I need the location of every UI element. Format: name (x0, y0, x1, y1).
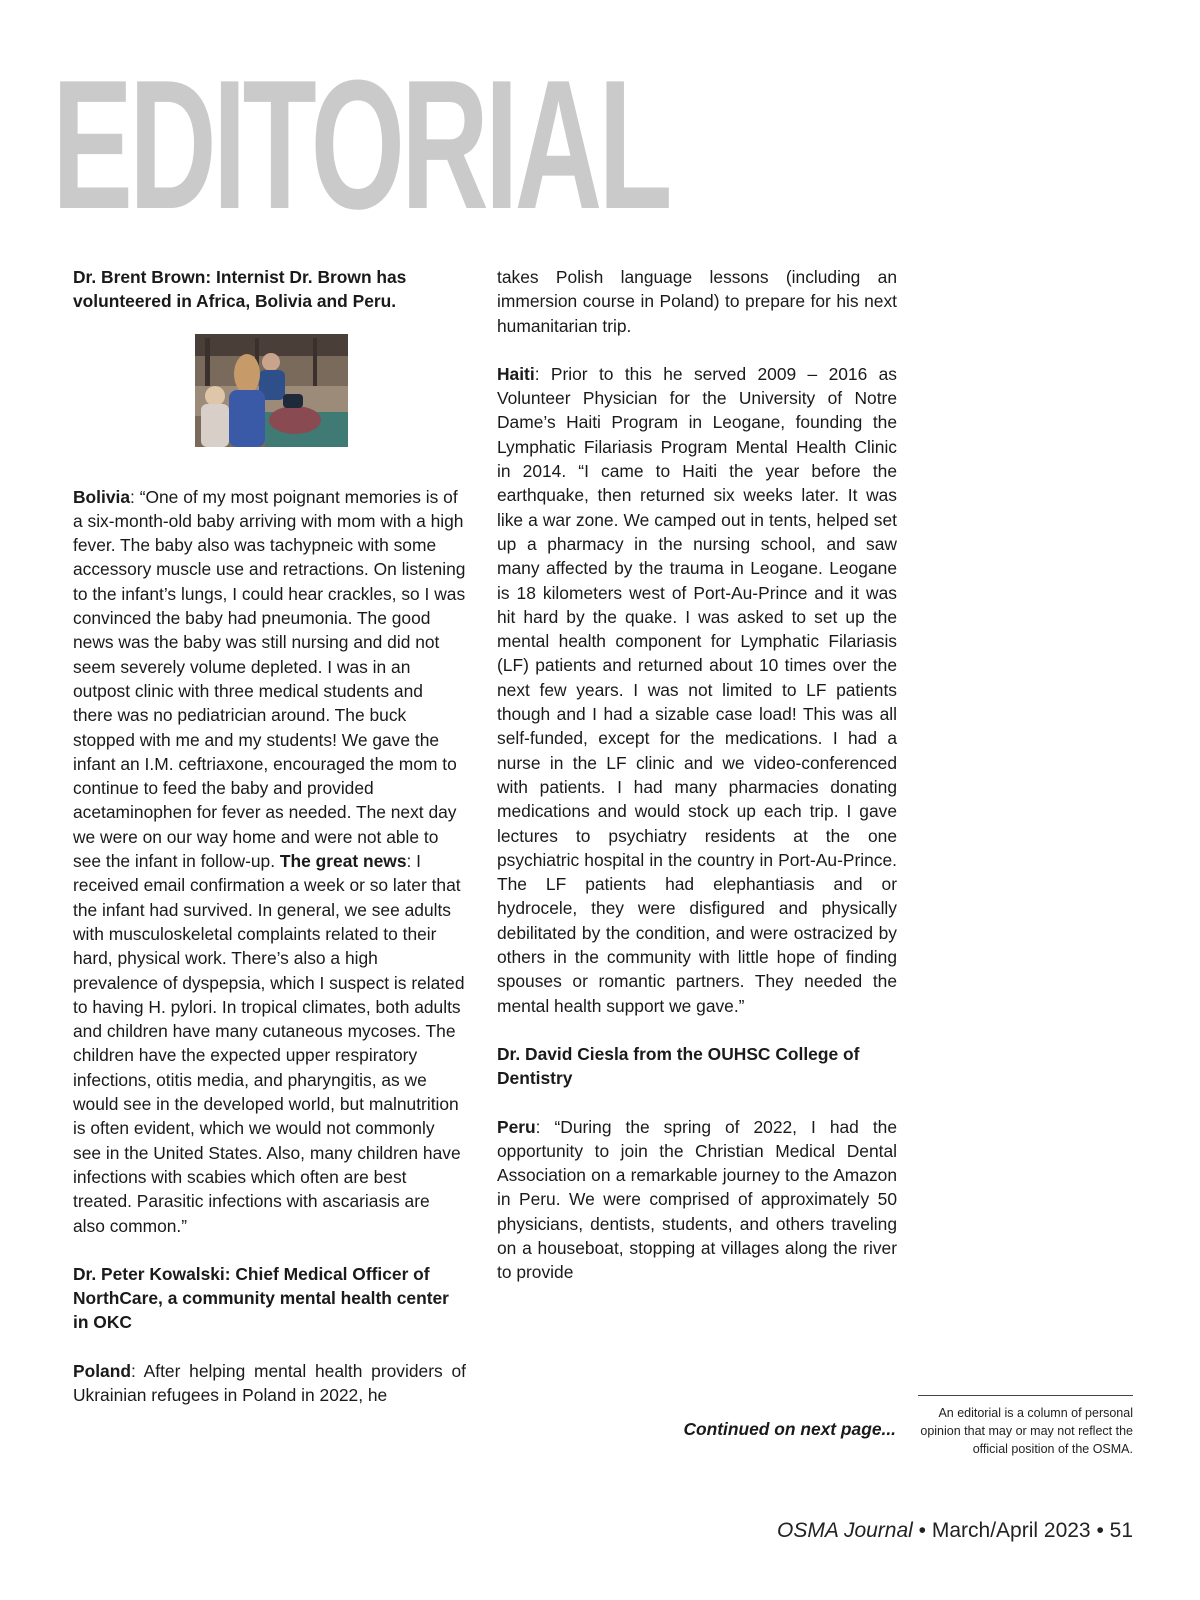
volunteer-photo (195, 334, 348, 447)
bolivia-paragraph (73, 485, 466, 1238)
footer-separator-2: • (1090, 1519, 1110, 1542)
great-news-label: The great news (279, 851, 407, 872)
peru-text: : “During the spring of 2022, I had the opportunity to join the Christian Medical Dental Association on a remarkable journey to the Amazon in Peru. We were comprised of approximately 50 physicians, dentists, students, and others traveling on a houseboat, stopping at villages along the river to provide (497, 1116, 897, 1283)
kowalski-heading: Dr. Peter Kowalski: Chief Medical Officer of NorthCare, a community mental health center in OKC (73, 1263, 449, 1333)
left-column (73, 265, 466, 1407)
page-number: 51 (1109, 1519, 1133, 1542)
haiti-text: : Prior to this he served 2009 – 2016 as Volunteer Physician for the University of Notre Dame’s Haiti Program in Leogane, founding the Lymphatic Filariasis Program Mental Health Clinic in 2014. “I came to Haiti the year before the earthquake, then returned six weeks later. It was like a war zone. We camped out in tents, helped set up a pharmacy in the nursing school, and saw many affected by the trauma in Leogane. Leogane is 18 kilometers west of Port-Au-Prince and it was hit hard by the quake. I was asked to set up the mental health component for Lymphatic Filariasis (LF) patients and returned about 10 times over the next few years. I was not limited to LF patients though and I had a sizable case load! This was all self-funded, except for the medications. I had a nurse in the LF clinic and we video-conferenced with patients. I had many pharmacies donating medications and would stock up each trip. I gave lectures to psychiatry residents at the one psychiatric hospital in the country in Port-Au-Prince. The LF patients had elephantiasis and or hydrocele, they were disfigured and physically debilitated by the condition, and were ostracized by others in the community with little hope of finding spouses or romantic partners. They needed the mental health support we gave.” (497, 363, 897, 1016)
peru-paragraph (497, 1115, 897, 1285)
issue-date: March/April 2023 (931, 1519, 1091, 1542)
poland-paragraph (73, 1359, 466, 1408)
bolivia-text-1: : “One of my most poignant memories is of a six-month-old baby arriving with mom with a high fever. The baby also was tachypneic with some accessory muscle use and retractions. On listening to the infant’s lungs, I could hear crackles, so I was convinced the baby had pneumonia. The good news was the baby was still nursing and did not seem severely volume depleted. I was in an outpost clinic with three medical students and there was no pediatrician around. The buck stopped with me and my students! We gave the infant an I.M. ceftriaxone, encouraged the mom to continue to feed the baby and provided acetaminophen for fever as needed. The next day we were on our way home and were not able to see the infant in follow-up. (73, 486, 466, 872)
haiti-paragraph (497, 362, 897, 1018)
ciesla-heading: Dr. David Ciesla from the OUHSC College of Dentistry (497, 1043, 860, 1089)
haiti-label: Haiti (497, 363, 535, 384)
journal-name: OSMA Journal (777, 1519, 913, 1542)
poland-continued-paragraph: takes Polish language lessons (including an immersion course in Poland) to prepare for his next humanitarian trip. (497, 267, 897, 336)
footer-separator-1: • (912, 1519, 932, 1542)
volunteer-photo-image (195, 334, 348, 447)
bolivia-label: Bolivia (73, 486, 131, 507)
bolivia-text-2: : I received email confirmation a week or so later that the infant had survived. In general, we see adults with musculoskeletal complaints related to their hard, physical work. There’s also a high prevalence of dyspepsia, which I suspect is related to having H. pylori. In tropical climates, both adults and children have many cutaneous mycoses. The children have the expected upper respiratory infections, otitis media, and pharyngitis, as we would see in the developed world, but malnutrition is often evident, which we would not commonly see in the United States. Also, many children have infections with scabies which often are best treated. Parasitic infections with ascariasis are also common.” (73, 851, 465, 1236)
disclaimer-divider (918, 1395, 1133, 1396)
brown-heading: Dr. Brent Brown: Internist Dr. Brown has volunteered in Africa, Bolivia and Peru. (73, 267, 407, 312)
poland-label: Poland (73, 1360, 131, 1381)
continued-note: Continued on next page... (683, 1419, 896, 1439)
editorial-disclaimer: An editorial is a column of personal opinion that may or may not reflect the official position of the OSMA. (920, 1406, 1133, 1456)
poland-text: : After helping mental health providers of Ukrainian refugees in Poland in 2022, he (73, 1360, 466, 1405)
right-column (497, 265, 897, 1285)
page-footer (777, 1519, 1133, 1543)
peru-label: Peru (497, 1116, 536, 1137)
masthead-title: EDITORIAL (52, 41, 669, 247)
